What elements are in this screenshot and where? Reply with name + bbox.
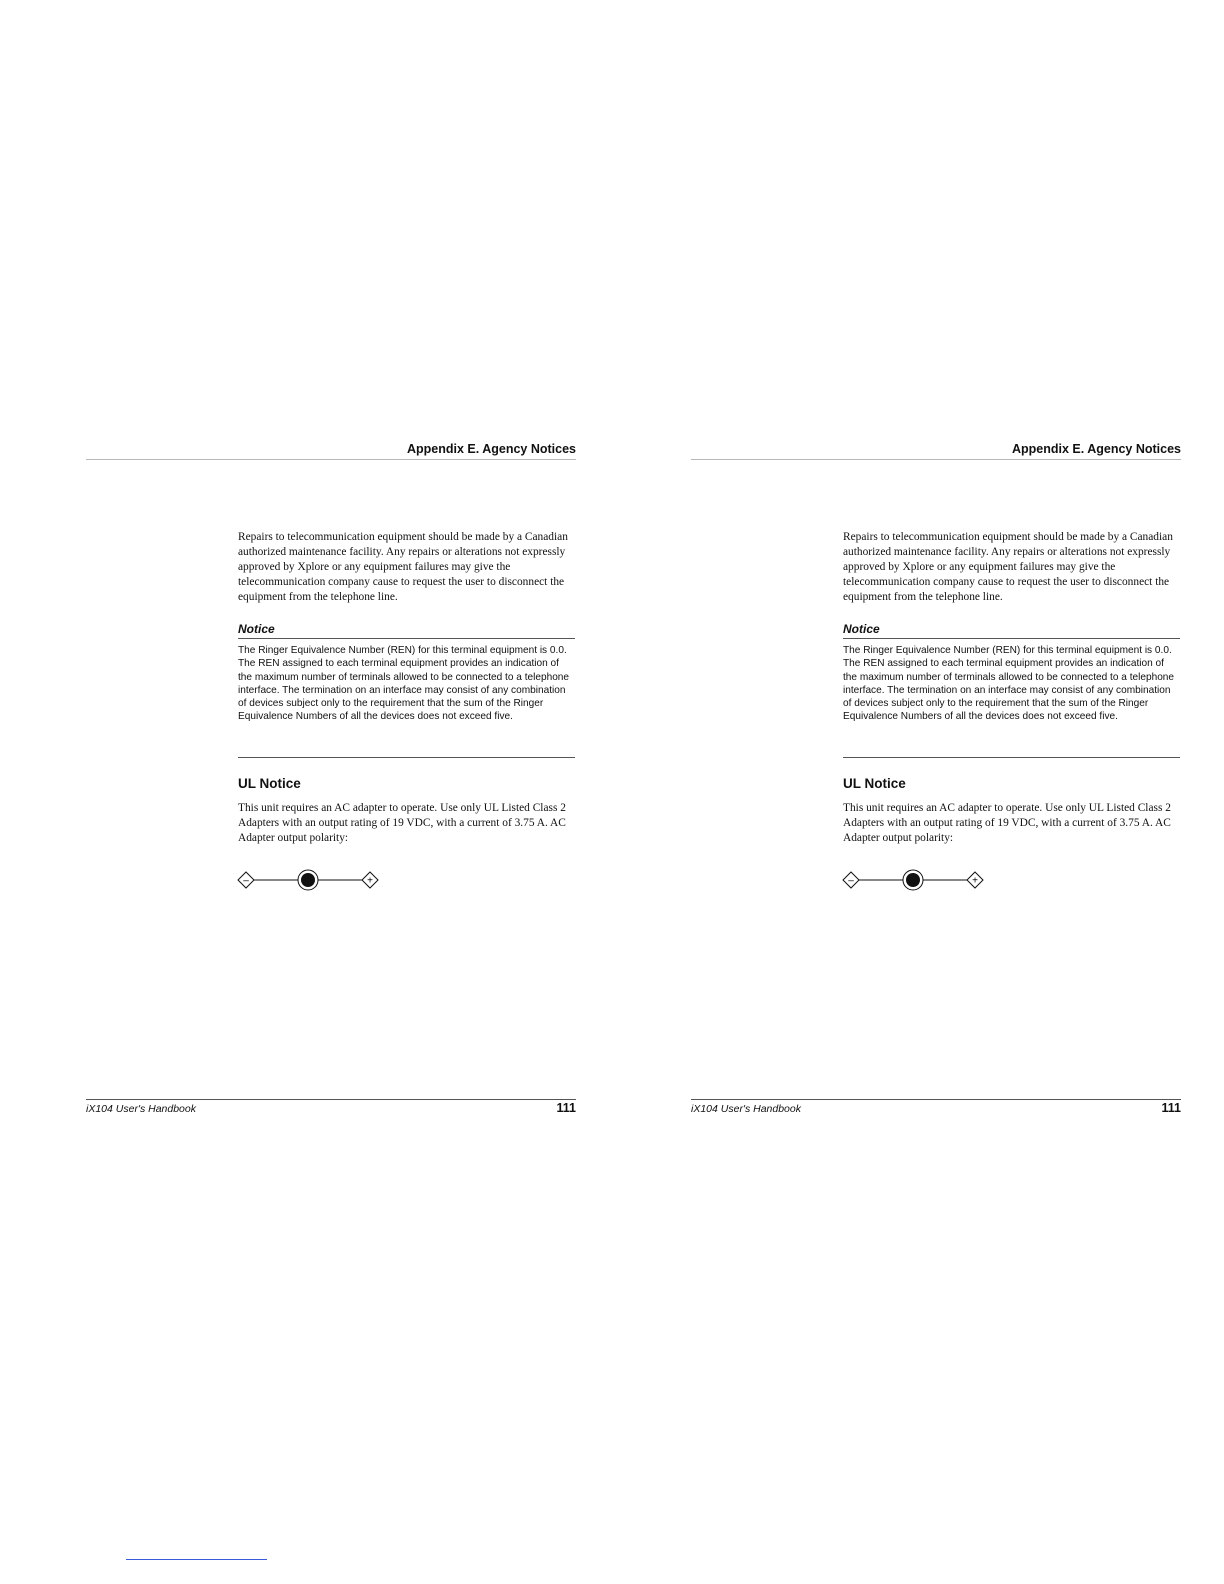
ul-notice-title: UL Notice [843, 776, 906, 791]
repairs-paragraph: Repairs to telecommunication equipment should be made by a Canadian authorized maintenance facility. Any repairs or alterations not expressly approved by Xplore or any equipment failures may give the telecommunication company cause to request the user to disconnect the equipment from the telephone line. [843, 531, 1173, 604]
footer-rule [691, 1099, 1181, 1100]
connector-center-pin [906, 873, 920, 887]
ul-notice-text: This unit requires an AC adapter to operate. Use only UL Listed Class 2 Adapters with an output rating of 19 VDC, with a current of 3.75 A. AC Adapter output polarity: [843, 802, 1171, 845]
repairs-paragraph: Repairs to telecommunication equipment should be made by a Canadian authorized maintenance facility. Any repairs or alterations not expressly approved by Xplore or any equipment failures may give the telecommunication company cause to request the user to disconnect the equipment from the telephone line. [238, 531, 568, 604]
negative-symbol: – [243, 875, 249, 887]
polarity-diagram-icon [841, 868, 991, 894]
notice-rule-top [238, 638, 575, 639]
notice-title: Notice [238, 622, 275, 636]
footer-page-number: 111 [556, 1101, 576, 1115]
left-page [86, 0, 576, 1584]
polarity-diagram-icon [236, 868, 386, 894]
ul-notice-title: UL Notice [238, 776, 301, 791]
bottom-link-underline [126, 1559, 267, 1560]
footer-rule [86, 1099, 576, 1100]
header-rule [86, 459, 576, 460]
footer-book-title: iX104 User's Handbook [86, 1103, 196, 1115]
notice-rule-bottom [843, 757, 1180, 758]
footer-page-number: 111 [1161, 1101, 1181, 1115]
notice-title: Notice [843, 622, 880, 636]
positive-symbol: + [972, 875, 978, 887]
ul-notice-text: This unit requires an AC adapter to operate. Use only UL Listed Class 2 Adapters with an output rating of 19 VDC, with a current of 3.75 A. AC Adapter output polarity: [238, 802, 566, 845]
footer-book-title: iX104 User's Handbook [691, 1103, 801, 1115]
right-page [691, 0, 1181, 1584]
notice-text: The Ringer Equivalence Number (REN) for this terminal equipment is 0.0. The REN assigned to each terminal equipment provides an indication of the maximum number of terminals allowed to be connected to a telephone interface. The termination on an interface may consist of any combination of devices subject only to the requirement that the sum of the Ringer Equivalence Numbers of all the devices does not exceed five. [238, 645, 570, 723]
header-title: Appendix E. Agency Notices [406, 442, 576, 456]
header-rule [691, 459, 1181, 460]
notice-rule-bottom [238, 757, 575, 758]
notice-rule-top [843, 638, 1180, 639]
negative-symbol: – [848, 875, 854, 887]
connector-center-pin [301, 873, 315, 887]
positive-symbol: + [367, 875, 373, 887]
notice-text: The Ringer Equivalence Number (REN) for this terminal equipment is 0.0. The REN assigned to each terminal equipment provides an indication of the maximum number of terminals allowed to be connected to a telephone interface. The termination on an interface may consist of any combination of devices subject only to the requirement that the sum of the Ringer Equivalence Numbers of all the devices does not exceed five. [843, 645, 1175, 723]
header-title: Appendix E. Agency Notices [1011, 442, 1181, 456]
